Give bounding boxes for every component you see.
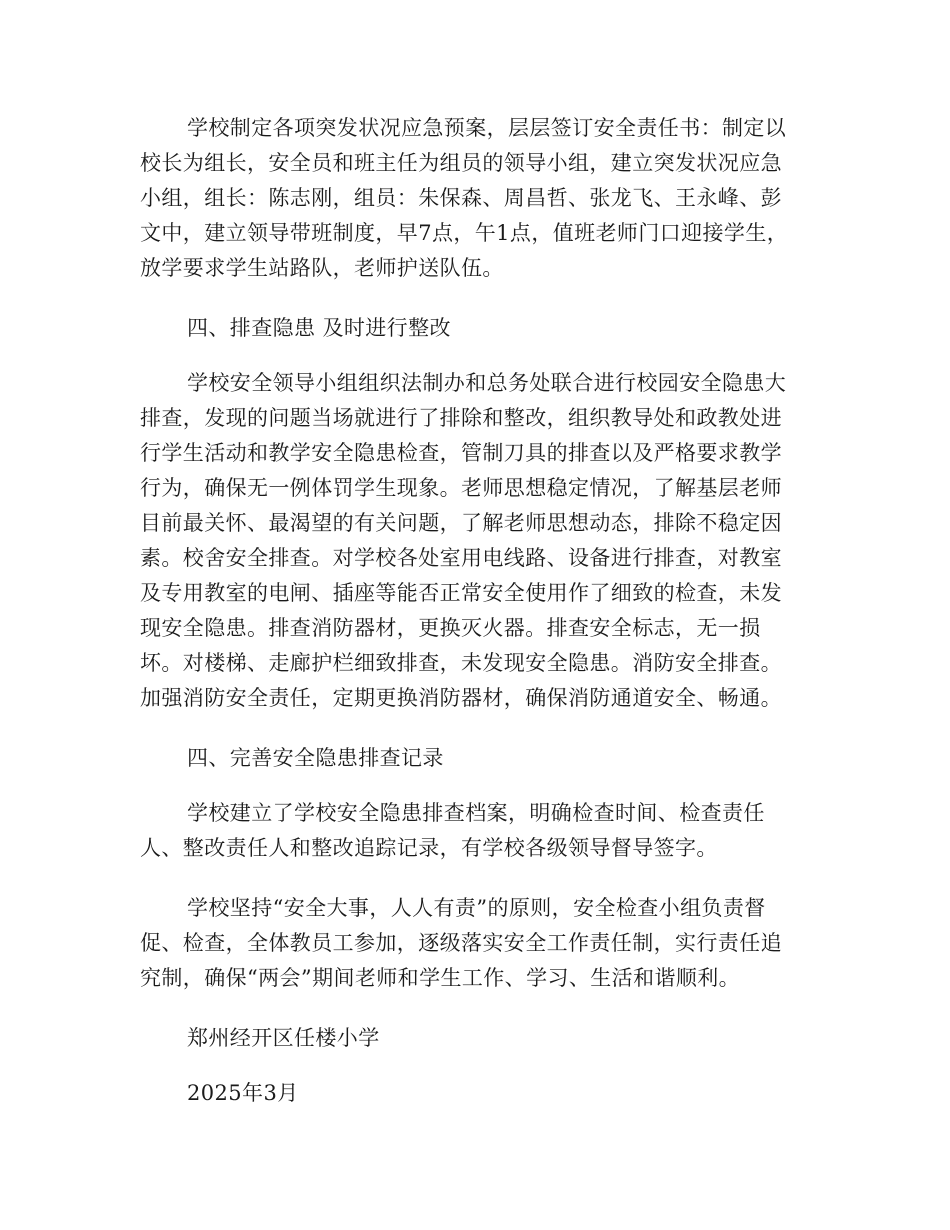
paragraph-1-line-4: 文中，建立领导带班制度，早7点，午1点，值班老师门口迎接学生， xyxy=(140,221,789,245)
paragraph-3-line-3: 行学生活动和教学安全隐患检查，管制刀具的排查以及严格要求教学 xyxy=(140,441,782,465)
paragraph-3-line-10: 加强消防安全责任，定期更换消防器材，确保消防通道安全、畅通。 xyxy=(140,686,782,710)
paragraph-5-line-1: 学校建立了学校安全隐患排查档案，明确检查时间、检查责任 xyxy=(187,801,765,825)
paragraph-3-line-6: 素。校舍安全排查。对学校各处室用电线路、设备进行排查，对教室 xyxy=(140,546,782,570)
paragraph-3-line-4: 行为，确保无一例体罚学生现象。老师思想稳定情况，了解基层老师 xyxy=(140,476,782,500)
paragraph-3-line-5: 目前最关怀、最渴望的有关问题，了解老师思想动态，排除不稳定因 xyxy=(140,511,782,535)
paragraph-3-line-7: 及专用教室的电闸、插座等能否正常安全使用作了细致的检查，未发 xyxy=(140,581,782,605)
paragraph-3-line-9: 坏。对楼梯、走廊护栏细致排查，未发现安全隐患。消防安全排查。 xyxy=(140,651,782,675)
signature-school-name: 郑州经开区任楼小学 xyxy=(187,1026,380,1050)
paragraph-6-line-2: 促、检查，全体教员工参加，逐级落实安全工作责任制，实行责任追 xyxy=(140,931,782,955)
section-heading-records: 四、完善安全隐患排查记录 xyxy=(187,746,444,770)
paragraph-3-line-8: 现安全隐患。排查消防器材，更换灭火器。排查安全标志，无一损 xyxy=(140,616,761,640)
paragraph-1-line-1: 学校制定各项突发状况应急预案，层层签订安全责任书：制定以 xyxy=(187,116,787,140)
paragraph-1-line-3: 小组，组长：陈志刚，组员：朱保森、周昌哲、张龙飞、王永峰、彭 xyxy=(140,186,782,210)
paragraph-1-line-5: 放学要求学生站路队，老师护送队伍。 xyxy=(140,256,504,280)
paragraph-3-line-2: 排查，发现的问题当场就进行了排除和整改，组织教导处和政教处进 xyxy=(140,406,782,430)
paragraph-1-line-2: 校长为组长，安全员和班主任为组员的领导小组，建立突发状况应急 xyxy=(140,151,782,175)
section-heading-hazard-check: 四、排查隐患 及时进行整改 xyxy=(187,316,451,340)
paragraph-6-line-3: 究制，确保“两会”期间老师和学生工作、学习、生活和谐顺利。 xyxy=(140,966,741,990)
paragraph-6-line-1: 学校坚持“安全大事，人人有责”的原则，安全检查小组负责督 xyxy=(187,896,766,920)
paragraph-3-line-1: 学校安全领导小组组织法制办和总务处联合进行校园安全隐患大 xyxy=(187,371,787,395)
signature-date: 2025年3月 xyxy=(187,1081,299,1105)
paragraph-5-line-2: 人、整改责任人和整改追踪记录，有学校各级领导督导签字。 xyxy=(140,836,718,860)
